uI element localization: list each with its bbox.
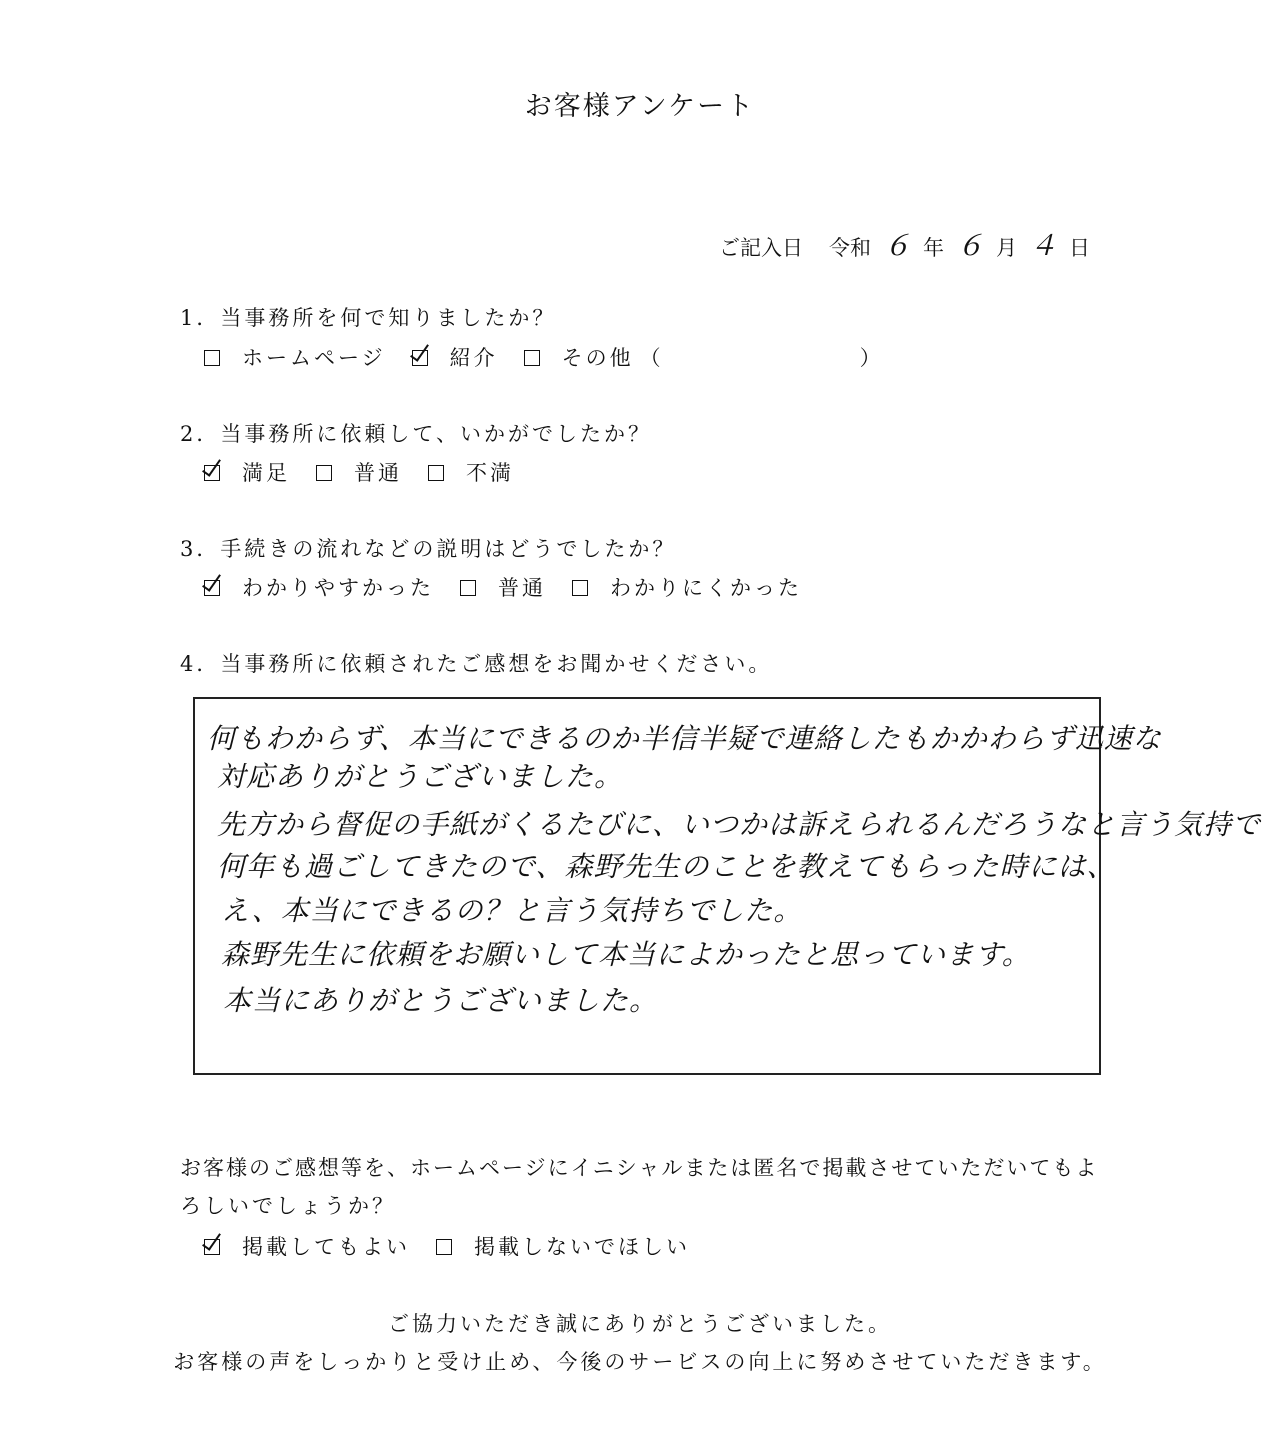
publish-question-line-2: ろしいでしょうか？	[180, 1194, 396, 1218]
q2-option-satisfied: 満足	[242, 461, 290, 485]
publish-checkbox-allow[interactable]	[204, 1239, 220, 1255]
q1-option-other: その他	[561, 346, 634, 370]
date-year-unit: 年	[922, 236, 944, 260]
comment-line: 何年も過ごしてきたので、森野先生のことを教えてもらった時には、	[217, 850, 1116, 883]
comment-line: え、本当にできるの？と言う気持ちでした。	[221, 894, 803, 927]
comment-line: 対応ありがとうございました。	[217, 760, 624, 793]
publish-option-allow: 掲載してもよい	[242, 1235, 410, 1259]
page-title: お客様アンケート	[524, 91, 756, 122]
q3-checkbox-normal[interactable]	[460, 580, 476, 596]
comment-line: 先方から督促の手紙がくるたびに、いつかは訴えられるんだろうなと言う気持で	[217, 808, 1262, 841]
q1-other-paren-open: （	[639, 346, 664, 370]
q2-option-normal: 普通	[354, 461, 402, 485]
comment-line: 本当にありがとうございました。	[223, 984, 659, 1017]
comment-line: 森野先生に依頼をお願いして本当によかったと思っています。	[221, 938, 1031, 971]
question-1: 1．当事務所を何で知りましたか？	[180, 306, 557, 330]
q2-checkbox-normal[interactable]	[316, 465, 332, 481]
question-3-options	[200, 572, 802, 602]
publish-checkbox-deny[interactable]	[436, 1239, 452, 1255]
q3-option-clear: わかりやすかった	[242, 576, 434, 600]
date-year: ６	[882, 229, 911, 262]
q3-checkbox-clear[interactable]	[204, 580, 220, 596]
comment-line: 何もわからず、本当にできるのか半信半疑で連絡したもかかわらず迅速な	[207, 722, 1162, 755]
question-3: 3．手続きの流れなどの説明はどうでしたか？	[180, 537, 677, 561]
q2-checkbox-dissatisfied[interactable]	[428, 465, 444, 481]
footer-thanks: ご協力いただき誠にありがとうございました。	[388, 1312, 892, 1336]
publish-options	[200, 1231, 690, 1261]
question-2: 2．当事務所に依頼して、いかがでしたか？	[180, 422, 652, 446]
q1-other-paren-close: ）	[859, 346, 884, 370]
date-day-unit: 日	[1069, 236, 1090, 260]
q1-checkbox-other[interactable]	[524, 350, 540, 366]
q1-checkbox-referral[interactable]	[412, 350, 428, 366]
q1-option-referral: 紹介	[449, 346, 498, 370]
q1-option-homepage: ホームページ	[242, 346, 386, 370]
date-month-unit: 月	[995, 236, 1017, 260]
publish-option-deny: 掲載しないでほしい	[474, 1235, 690, 1259]
q2-checkbox-satisfied[interactable]	[204, 465, 220, 481]
q2-option-dissatisfied: 不満	[466, 461, 514, 485]
comment-box[interactable]	[193, 697, 1262, 1075]
publish-question-line-1: お客様のご感想等を、ホームページにイニシャルまたは匿名で掲載させていただいてもよ	[180, 1156, 1099, 1180]
q3-checkbox-unclear[interactable]	[572, 580, 588, 596]
footer-commitment: お客様の声をしっかりと受け止め、今後のサービスの向上に努めさせていただきます。	[173, 1350, 1107, 1374]
entry-date	[719, 224, 1090, 264]
q3-option-normal: 普通	[498, 576, 546, 600]
question-1-options	[200, 342, 884, 372]
date-label: ご記入日	[718, 236, 803, 260]
date-era: 令和	[828, 236, 871, 260]
question-2-options	[200, 457, 514, 487]
q1-checkbox-homepage[interactable]	[204, 350, 220, 366]
question-4: 4．当事務所に依頼されたご感想をお聞かせください。	[180, 652, 773, 676]
date-month: ６	[955, 229, 984, 262]
date-day: ４	[1028, 229, 1057, 262]
q3-option-unclear: わかりにくかった	[610, 576, 802, 600]
